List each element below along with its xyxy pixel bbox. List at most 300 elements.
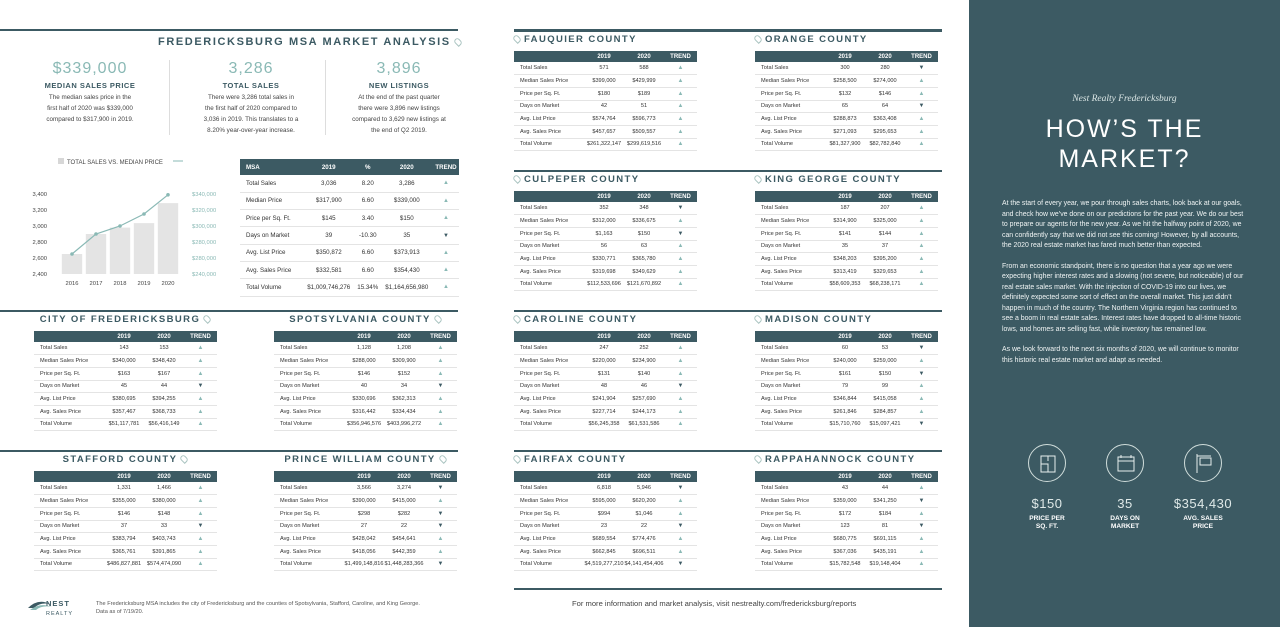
header-cell: 2019 bbox=[584, 331, 624, 342]
table-cell: Avg. List Price bbox=[755, 393, 825, 406]
table-cell: Price per Sq. Ft. bbox=[34, 367, 104, 380]
table-cell: Total Sales bbox=[274, 482, 344, 495]
panel-body: At the start of every year, we pour through sales charts, look back at our goals, and check how we’ve done on our predictions for the past year. We do our best to prepare our agents for the new year. As we hit the halfway point of 2020, we can confidently say that we did not see this coming! However, by all accounts, the 2020 real estate market has fared much better than expected. From an economic standpoint, there is no question that a year ago we were expecting higher interest rates and a slowing (not severe, but noticeable) of our real estate sales market. With the injection of COVID-19 into our lives, we definitely expected some sort of effect on the overall market. This just didn’t happen in much of the country. The Northern Virginia region has continued to see a boom in real estate sales. Interest rates have dropped to all-time historic lows, and homes are selling fast, while inventory has remained low. As we look forward to the next six months of 2020, we will continue to monitor this historic real estate market and adapt as needed. bbox=[1002, 200, 1244, 364]
trend-up-icon: ▲ bbox=[905, 278, 938, 291]
table-cell: $131 bbox=[584, 367, 624, 380]
section-rule bbox=[514, 588, 942, 590]
table-cell: $227,714 bbox=[584, 405, 624, 418]
table-cell: $329,653 bbox=[865, 265, 905, 278]
table-row bbox=[274, 520, 457, 533]
y2-tick-label: $280,000 bbox=[192, 256, 217, 262]
county-title: PRINCE WILLIAM COUNTY bbox=[274, 454, 460, 465]
table-cell: $350,872 bbox=[303, 244, 355, 261]
table-row bbox=[514, 113, 697, 126]
table-row bbox=[514, 558, 697, 571]
header-cell bbox=[755, 471, 825, 482]
table-row bbox=[514, 393, 697, 406]
table-cell: Total Sales bbox=[755, 202, 825, 215]
table-cell: $363,408 bbox=[865, 113, 905, 126]
table-row bbox=[34, 418, 217, 431]
table-cell: 15.34% bbox=[355, 279, 381, 296]
header-cell bbox=[514, 471, 584, 482]
table-cell: Days on Market bbox=[274, 520, 344, 533]
table-row bbox=[34, 545, 217, 558]
table-cell: Median Sales Price bbox=[274, 355, 344, 368]
table-cell: Avg. List Price bbox=[240, 244, 303, 261]
table-cell: $435,191 bbox=[865, 545, 905, 558]
trend-down-icon: ▼ bbox=[664, 202, 697, 215]
header-cell: 2019 bbox=[344, 471, 384, 482]
table-cell: $336,675 bbox=[624, 215, 664, 228]
trend-down-icon: ▼ bbox=[905, 62, 938, 75]
trend-up-icon: ▲ bbox=[905, 125, 938, 138]
table-cell: 39 bbox=[303, 227, 355, 244]
trend-up-icon: ▲ bbox=[664, 240, 697, 253]
county-table bbox=[755, 51, 938, 151]
x-tick-label: 2018 bbox=[113, 281, 127, 287]
stat-text: The median sales price in the first half of 2020 was $339,000 compared to $317,900 in 2019. bbox=[46, 94, 134, 123]
price-point bbox=[142, 212, 146, 216]
footer-note: The Fredericksburg MSA includes the city of Fredericksburg and the counties of Spotsylvania, Stafford, Caroline, and King George. Data as of 7/19/20. bbox=[96, 601, 420, 615]
table-cell: $349,629 bbox=[624, 265, 664, 278]
table-cell: $359,000 bbox=[825, 495, 865, 508]
table-cell: 588 bbox=[624, 62, 664, 75]
trend-down-icon: ▼ bbox=[424, 520, 457, 533]
table-cell: Avg. List Price bbox=[34, 533, 104, 546]
table-cell: $357,467 bbox=[104, 405, 144, 418]
table-row bbox=[34, 482, 217, 495]
trend-up-icon: ▲ bbox=[664, 87, 697, 100]
county-title: STAFFORD COUNTY bbox=[34, 454, 220, 465]
table-cell: Avg. Sales Price bbox=[34, 545, 104, 558]
table-cell: Avg. List Price bbox=[274, 533, 344, 546]
top-rule-left bbox=[0, 29, 458, 31]
stat-text: At the end of the past quarter there were 3,896 new listings compared to 3,629 new listings at the end of Q2 2019. bbox=[352, 94, 446, 134]
table-cell: Total Sales bbox=[514, 342, 584, 355]
table-cell: $394,255 bbox=[144, 393, 184, 406]
msa-header-cell: 2020 bbox=[381, 159, 433, 175]
header-cell: TREND bbox=[184, 471, 217, 482]
table-cell: Avg. Sales Price bbox=[514, 405, 584, 418]
trend-up-icon: ▲ bbox=[664, 113, 697, 126]
table-cell: $261,322,147 bbox=[584, 138, 624, 151]
table-cell: Avg. Sales Price bbox=[514, 265, 584, 278]
table-cell: $146 bbox=[104, 507, 144, 520]
table-row bbox=[34, 380, 217, 393]
trend-up-icon: ▲ bbox=[664, 533, 697, 546]
trend-down-icon: ▼ bbox=[184, 380, 217, 393]
table-cell: $15,710,760 bbox=[825, 418, 865, 431]
msa-header-cell: TREND bbox=[433, 159, 459, 175]
table-cell: Total Sales bbox=[240, 175, 303, 192]
table-row bbox=[514, 75, 697, 88]
table-cell: Avg. Sales Price bbox=[274, 545, 344, 558]
panel-stat-days-on-market: 35 DAYS ON MARKET bbox=[1110, 496, 1140, 530]
bar bbox=[62, 254, 82, 274]
trend-down-icon: ▼ bbox=[664, 227, 697, 240]
table-cell: $56,245,358 bbox=[584, 418, 624, 431]
table-row bbox=[755, 355, 938, 368]
divider bbox=[325, 60, 326, 135]
trend-up-icon: ▲ bbox=[905, 545, 938, 558]
table-cell: $172 bbox=[825, 507, 865, 520]
header-cell: TREND bbox=[664, 191, 697, 202]
trend-up-icon: ▲ bbox=[664, 62, 697, 75]
section-rule bbox=[0, 310, 458, 312]
table-cell: $346,844 bbox=[825, 393, 865, 406]
table-cell: $330,696 bbox=[344, 393, 384, 406]
table-cell: Price per Sq. Ft. bbox=[514, 227, 584, 240]
table-row bbox=[274, 393, 457, 406]
logo-nest: NEST bbox=[46, 599, 71, 608]
trend-down-icon: ▼ bbox=[905, 418, 938, 431]
trend-up-icon: ▲ bbox=[905, 405, 938, 418]
nest-realty-logo bbox=[26, 596, 74, 618]
table-cell: $161 bbox=[825, 367, 865, 380]
table-row bbox=[514, 227, 697, 240]
pin-icon bbox=[753, 175, 763, 185]
table-cell: $144 bbox=[865, 227, 905, 240]
header-cell: TREND bbox=[424, 471, 457, 482]
table-row bbox=[274, 418, 457, 431]
footer-info-link[interactable]: For more information and market analysis, visit nestrealty.com/fredericksburg/reports bbox=[572, 599, 857, 608]
table-cell: $774,476 bbox=[624, 533, 664, 546]
header-cell: TREND bbox=[664, 331, 697, 342]
header-cell bbox=[755, 191, 825, 202]
header-cell: 2020 bbox=[865, 331, 905, 342]
table-row bbox=[274, 533, 457, 546]
y2-tick-label: $320,000 bbox=[192, 208, 217, 214]
pin-icon bbox=[512, 175, 522, 185]
table-cell: Total Sales bbox=[514, 62, 584, 75]
table-cell: $257,690 bbox=[624, 393, 664, 406]
table-cell: Median Sales Price bbox=[514, 355, 584, 368]
table-cell: 6.60 bbox=[355, 244, 381, 261]
header-cell bbox=[755, 331, 825, 342]
y2-tick-label: $340,000 bbox=[192, 192, 217, 198]
county-title: CITY OF FREDERICKSBURG bbox=[34, 314, 220, 325]
table-row bbox=[514, 380, 697, 393]
table-cell: Median Sales Price bbox=[514, 75, 584, 88]
table-row bbox=[514, 545, 697, 558]
table-cell: 6.60 bbox=[355, 192, 381, 209]
pin-icon bbox=[753, 455, 763, 465]
table-cell: 6.60 bbox=[355, 261, 381, 278]
table-cell: 56 bbox=[584, 240, 624, 253]
trend-up-icon: ▲ bbox=[184, 558, 217, 571]
table-cell: 35 bbox=[381, 227, 433, 244]
trend-up-icon: ▲ bbox=[905, 380, 938, 393]
table-cell: Median Sales Price bbox=[755, 355, 825, 368]
table-cell: $390,000 bbox=[344, 495, 384, 508]
trend-up-icon: ▲ bbox=[184, 393, 217, 406]
table-cell: $140 bbox=[624, 367, 664, 380]
table-row bbox=[34, 367, 217, 380]
section-rule bbox=[514, 310, 942, 312]
table-cell: Days on Market bbox=[514, 100, 584, 113]
table-row bbox=[274, 482, 457, 495]
trend-up-icon: ▲ bbox=[664, 278, 697, 291]
table-row bbox=[514, 495, 697, 508]
table-cell: 37 bbox=[104, 520, 144, 533]
table-row bbox=[34, 405, 217, 418]
table-cell: 46 bbox=[624, 380, 664, 393]
table-cell: $299,619,516 bbox=[624, 138, 664, 151]
table-row bbox=[514, 253, 697, 266]
table-cell: $330,771 bbox=[584, 253, 624, 266]
header-cell: 2020 bbox=[624, 471, 664, 482]
table-row bbox=[514, 278, 697, 291]
trend-up-icon: ▲ bbox=[905, 113, 938, 126]
table-cell: Avg. List Price bbox=[755, 113, 825, 126]
trend-up-icon: ▲ bbox=[664, 342, 697, 355]
trend-up-icon: ▲ bbox=[905, 138, 938, 151]
header-cell: 2019 bbox=[825, 51, 865, 62]
table-cell: $282 bbox=[384, 507, 424, 520]
table-cell: $163 bbox=[104, 367, 144, 380]
table-cell: Price per Sq. Ft. bbox=[34, 507, 104, 520]
table-cell: Total Sales bbox=[34, 482, 104, 495]
header-cell: TREND bbox=[184, 331, 217, 342]
table-row bbox=[514, 482, 697, 495]
header-cell: 2019 bbox=[584, 51, 624, 62]
county-table bbox=[514, 471, 697, 571]
header-cell: 2020 bbox=[865, 191, 905, 202]
table-cell: 123 bbox=[825, 520, 865, 533]
table-cell: $19,148,404 bbox=[865, 558, 905, 571]
table-cell: Days on Market bbox=[755, 100, 825, 113]
table-cell: Total Volume bbox=[274, 558, 344, 571]
table-cell: $348,420 bbox=[144, 355, 184, 368]
table-cell: Days on Market bbox=[755, 380, 825, 393]
trend-up-icon: ▲ bbox=[424, 418, 457, 431]
county-title: SPOTSYLVANIA COUNTY bbox=[274, 314, 460, 325]
table-cell: Total Volume bbox=[514, 138, 584, 151]
table-cell: $288,873 bbox=[825, 113, 865, 126]
table-cell: $81,327,900 bbox=[825, 138, 865, 151]
table-row bbox=[34, 533, 217, 546]
table-cell: 6,818 bbox=[584, 482, 624, 495]
trend-up-icon: ▲ bbox=[664, 405, 697, 418]
header-cell: 2020 bbox=[865, 471, 905, 482]
section-rule bbox=[514, 30, 942, 32]
table-cell: $380,000 bbox=[144, 495, 184, 508]
table-row bbox=[274, 342, 457, 355]
table-row bbox=[274, 405, 457, 418]
county-title: FAUQUIER COUNTY bbox=[510, 34, 637, 45]
table-cell: $429,999 bbox=[624, 75, 664, 88]
stat-median-sales-price bbox=[20, 60, 160, 125]
table-cell: $184 bbox=[865, 507, 905, 520]
table-cell: 34 bbox=[384, 380, 424, 393]
table-cell: $403,743 bbox=[144, 533, 184, 546]
bar bbox=[158, 203, 178, 274]
legend-label: TOTAL SALES VS. MEDIAN PRICE bbox=[67, 160, 163, 166]
table-row bbox=[755, 138, 938, 151]
table-cell: Avg. Sales Price bbox=[514, 545, 584, 558]
table-cell: $220,000 bbox=[584, 355, 624, 368]
table-cell: Median Sales Price bbox=[514, 495, 584, 508]
table-row bbox=[514, 62, 697, 75]
table-cell: 22 bbox=[624, 520, 664, 533]
trend-up-icon: ▲ bbox=[433, 279, 459, 296]
table-cell: Avg. Sales Price bbox=[755, 545, 825, 558]
table-cell: $317,900 bbox=[303, 192, 355, 209]
table-cell: Days on Market bbox=[514, 520, 584, 533]
trend-up-icon: ▲ bbox=[905, 558, 938, 571]
table-row bbox=[755, 113, 938, 126]
stat-value: $339,000 bbox=[52, 60, 128, 77]
table-cell: 3.40 bbox=[355, 210, 381, 227]
table-cell: $150 bbox=[865, 367, 905, 380]
x-tick-label: 2016 bbox=[65, 281, 79, 287]
table-cell: 1,466 bbox=[144, 482, 184, 495]
table-cell: $454,641 bbox=[384, 533, 424, 546]
table-cell: 33 bbox=[144, 520, 184, 533]
table-row bbox=[274, 367, 457, 380]
table-cell: $620,200 bbox=[624, 495, 664, 508]
floorplan-icon bbox=[1028, 444, 1066, 482]
trend-up-icon: ▲ bbox=[905, 75, 938, 88]
trend-up-icon: ▲ bbox=[184, 533, 217, 546]
table-cell: 60 bbox=[825, 342, 865, 355]
trend-up-icon: ▲ bbox=[184, 418, 217, 431]
trend-down-icon: ▼ bbox=[184, 520, 217, 533]
table-cell: $258,500 bbox=[825, 75, 865, 88]
trend-up-icon: ▲ bbox=[424, 545, 457, 558]
table-cell: $399,000 bbox=[584, 75, 624, 88]
table-row bbox=[514, 100, 697, 113]
table-row bbox=[274, 380, 457, 393]
panel-title: HOW’S THE MARKET? bbox=[1045, 115, 1204, 173]
table-cell: Total Sales bbox=[514, 202, 584, 215]
table-cell: $415,058 bbox=[865, 393, 905, 406]
table-cell: $146 bbox=[865, 87, 905, 100]
table-cell: Price per Sq. Ft. bbox=[514, 87, 584, 100]
trend-up-icon: ▲ bbox=[424, 367, 457, 380]
table-cell: $691,115 bbox=[865, 533, 905, 546]
y-tick-label: 2,600 bbox=[32, 256, 47, 262]
table-cell: $509,557 bbox=[624, 125, 664, 138]
trend-up-icon: ▲ bbox=[433, 175, 459, 192]
header-cell: 2020 bbox=[624, 191, 664, 202]
header-cell: TREND bbox=[905, 51, 938, 62]
table-cell: 35 bbox=[825, 240, 865, 253]
table-cell: Days on Market bbox=[514, 240, 584, 253]
stat-new-listings bbox=[330, 60, 468, 136]
table-cell: $1,046 bbox=[624, 507, 664, 520]
table-cell: $373,913 bbox=[381, 244, 433, 261]
trend-up-icon: ▲ bbox=[424, 393, 457, 406]
table-cell: Price per Sq. Ft. bbox=[755, 227, 825, 240]
table-cell: $4,141,454,406 bbox=[624, 558, 664, 571]
table-cell: $68,238,171 bbox=[865, 278, 905, 291]
stat-value: 3,286 bbox=[228, 60, 274, 77]
table-cell: 3,566 bbox=[344, 482, 384, 495]
table-cell: $274,000 bbox=[865, 75, 905, 88]
trend-up-icon: ▲ bbox=[433, 210, 459, 227]
table-cell: Price per Sq. Ft. bbox=[514, 367, 584, 380]
county-table bbox=[755, 191, 938, 291]
table-cell: $121,670,892 bbox=[624, 278, 664, 291]
county-title: KING GEORGE COUNTY bbox=[751, 174, 901, 185]
county-title: MADISON COUNTY bbox=[751, 314, 872, 325]
header-cell: 2020 bbox=[384, 331, 424, 342]
table-cell: $316,442 bbox=[344, 405, 384, 418]
table-cell: $348,203 bbox=[825, 253, 865, 266]
table-cell: Median Sales Price bbox=[514, 215, 584, 228]
table-cell: 352 bbox=[584, 202, 624, 215]
trend-down-icon: ▼ bbox=[664, 558, 697, 571]
table-cell: 348 bbox=[624, 202, 664, 215]
header-cell: 2020 bbox=[624, 331, 664, 342]
table-cell: Price per Sq. Ft. bbox=[755, 87, 825, 100]
table-cell: 45 bbox=[104, 380, 144, 393]
table-row bbox=[755, 495, 938, 508]
table-row bbox=[755, 393, 938, 406]
table-cell: $442,359 bbox=[384, 545, 424, 558]
table-cell: $150 bbox=[624, 227, 664, 240]
header-cell bbox=[514, 191, 584, 202]
table-cell: $261,846 bbox=[825, 405, 865, 418]
table-cell: $312,000 bbox=[584, 215, 624, 228]
trend-up-icon: ▲ bbox=[424, 405, 457, 418]
header-cell: 2020 bbox=[865, 51, 905, 62]
table-cell: $234,900 bbox=[624, 355, 664, 368]
table-cell: Price per Sq. Ft. bbox=[240, 210, 303, 227]
table-cell: Median Price bbox=[240, 192, 303, 209]
trend-up-icon: ▲ bbox=[905, 355, 938, 368]
table-row bbox=[240, 279, 459, 296]
trend-up-icon: ▲ bbox=[905, 227, 938, 240]
table-cell: Avg. List Price bbox=[514, 113, 584, 126]
table-cell: $574,474,090 bbox=[144, 558, 184, 571]
header-cell bbox=[274, 471, 344, 482]
header-cell: 2020 bbox=[144, 331, 184, 342]
trend-down-icon: ▼ bbox=[424, 558, 457, 571]
trend-up-icon: ▲ bbox=[905, 253, 938, 266]
trend-up-icon: ▲ bbox=[664, 125, 697, 138]
trend-up-icon: ▲ bbox=[664, 75, 697, 88]
table-row bbox=[755, 380, 938, 393]
table-cell: Total Sales bbox=[274, 342, 344, 355]
table-row bbox=[514, 520, 697, 533]
trend-down-icon: ▼ bbox=[433, 227, 459, 244]
table-cell: $167 bbox=[144, 367, 184, 380]
trend-up-icon: ▲ bbox=[905, 202, 938, 215]
trend-up-icon: ▲ bbox=[664, 393, 697, 406]
header-cell: 2020 bbox=[384, 471, 424, 482]
header-cell: TREND bbox=[905, 191, 938, 202]
trend-up-icon: ▲ bbox=[905, 215, 938, 228]
table-row bbox=[34, 495, 217, 508]
header-cell bbox=[274, 331, 344, 342]
table-cell: 44 bbox=[144, 380, 184, 393]
bar bbox=[110, 228, 130, 274]
county-table bbox=[514, 331, 697, 431]
table-cell: 187 bbox=[825, 202, 865, 215]
table-cell: Avg. Sales Price bbox=[34, 405, 104, 418]
trend-down-icon: ▼ bbox=[905, 342, 938, 355]
x-tick-label: 2017 bbox=[89, 281, 103, 287]
table-cell: $271,093 bbox=[825, 125, 865, 138]
table-cell: $309,900 bbox=[384, 355, 424, 368]
table-cell: Avg. List Price bbox=[514, 253, 584, 266]
table-cell: 63 bbox=[624, 240, 664, 253]
table-row bbox=[514, 125, 697, 138]
trend-up-icon: ▲ bbox=[905, 393, 938, 406]
table-cell: Total Volume bbox=[755, 418, 825, 431]
